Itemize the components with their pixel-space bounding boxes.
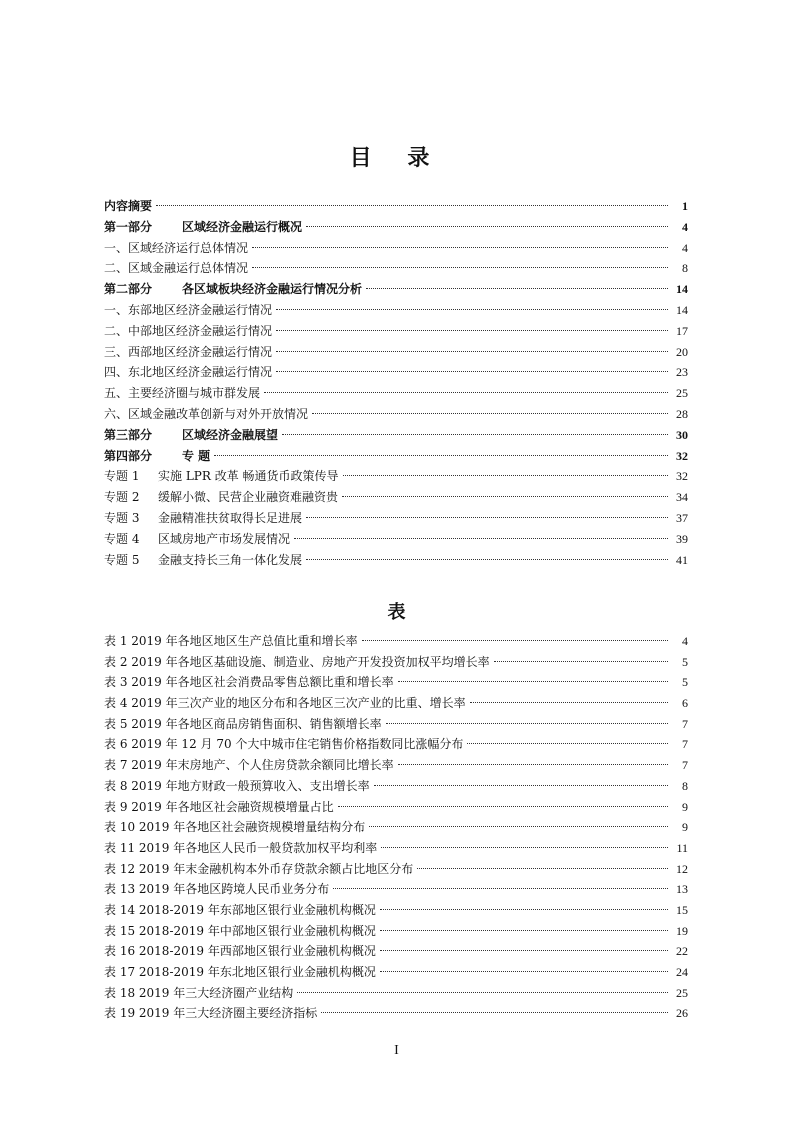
entry-label (104, 714, 382, 735)
dot-leader (321, 1012, 668, 1013)
table-entry[interactable] (104, 672, 688, 693)
entry-page-number: 15 (676, 902, 688, 917)
table-entry[interactable] (104, 900, 688, 921)
dot-leader (386, 723, 668, 724)
table-entry[interactable] (104, 652, 688, 673)
entry-text: 五、主要经济圈与城市群发展 (104, 386, 261, 401)
tables-list (104, 631, 688, 1024)
entry-text: 表 1 2019 年各地区地区生产总值比重和增长率 (104, 634, 358, 648)
entry-page-number: 4 (682, 634, 688, 648)
dot-leader (343, 475, 668, 476)
entry-text: 表 17 2018-2019 年东北地区银行业金融机构概况 (104, 965, 376, 979)
table-entry[interactable] (104, 859, 688, 880)
entry-text: 专 题 (182, 448, 211, 463)
entry-page-number: 30 (676, 427, 688, 442)
toc-entry[interactable] (104, 508, 688, 529)
table-entry[interactable] (104, 983, 688, 1004)
dot-leader (374, 785, 668, 786)
dot-leader (380, 950, 668, 951)
entry-text: 表 2 2019 年各地区基础设施、制造业、房地产开发投资加权平均增长率 (104, 654, 490, 669)
toc-entry[interactable] (104, 321, 688, 342)
entry-text: 表 13 2019 年各地区跨境人民币业务分布 (104, 882, 330, 897)
toc-entry[interactable] (104, 238, 688, 259)
table-entry[interactable] (104, 921, 688, 942)
entry-text: 区域经济金融运行概况 (182, 219, 303, 234)
entry-label (104, 404, 308, 425)
toc-entry[interactable] (104, 196, 688, 217)
entry-label (104, 362, 272, 383)
page-title: 目 录 (349, 145, 444, 171)
entry-text: 表 8 2019 年地方财政一般预算收入、支出增长率 (104, 778, 370, 793)
entry-text: 区域房地产市场发展情况 (158, 531, 291, 546)
entry-label (104, 776, 370, 797)
dot-leader (467, 743, 668, 744)
entry-page-number: 24 (676, 965, 688, 979)
table-entry[interactable] (104, 962, 688, 983)
entry-text: 一、区域经济运行总体情况 (104, 240, 249, 255)
dot-leader (282, 434, 668, 435)
entry-text: 表 12 2019 年末金融机构本外币存贷款余额占比地区分布 (104, 861, 414, 876)
entry-page-number: 17 (676, 323, 688, 338)
entry-number: 专题 5 (104, 552, 140, 567)
entry-page-number: 14 (676, 302, 688, 317)
dot-leader (294, 538, 668, 539)
dot-leader (156, 205, 668, 206)
dot-leader (276, 371, 668, 372)
dot-leader (252, 247, 668, 248)
entry-label (104, 217, 302, 238)
entry-page-number: 5 (682, 654, 688, 669)
entry-label (104, 859, 413, 880)
table-entry[interactable] (104, 838, 688, 859)
entry-page-number: 32 (676, 469, 688, 484)
entry-text: 表 19 2019 年三大经济圈主要经济指标 (104, 1006, 318, 1021)
entry-label (104, 838, 377, 859)
entry-number: 第一部分 (104, 219, 153, 234)
entry-page-number: 28 (676, 406, 688, 421)
entry-page-number: 8 (682, 261, 688, 276)
entry-text: 表 5 2019 年各地区商品房销售面积、销售额增长率 (104, 716, 382, 731)
entry-number: 专题 4 (104, 531, 140, 546)
entry-page-number: 32 (676, 448, 688, 463)
table-entry[interactable] (104, 714, 688, 735)
entry-label (104, 631, 358, 652)
entry-text: 表 6 2019 年 12 月 70 个大中城市住宅销售价格指数同比涨幅分布 (104, 737, 464, 752)
table-entry[interactable] (104, 631, 688, 652)
dot-leader (380, 971, 668, 972)
dot-leader (297, 992, 668, 993)
entry-text: 六、区域金融改革创新与对外开放情况 (104, 406, 309, 421)
toc-entry[interactable] (104, 279, 688, 300)
entry-text: 各区域板块经济金融运行情况分析 (182, 282, 363, 297)
table-entry[interactable] (104, 734, 688, 755)
entry-number: 第二部分 (104, 282, 153, 297)
entry-text: 表 9 2019 年各地区社会融资规模增量占比 (104, 799, 334, 814)
entry-label (104, 797, 334, 818)
entry-label (104, 529, 290, 550)
entry-label (104, 550, 302, 571)
entry-page-number: 9 (682, 820, 688, 835)
page-number: I (394, 1043, 399, 1058)
entry-page-number: 6 (682, 696, 688, 711)
toc-entry[interactable] (104, 383, 688, 404)
entry-text: 表 15 2018-2019 年中部地区银行业金融机构概况 (104, 923, 376, 938)
entry-page-number: 37 (676, 510, 688, 525)
table-entry[interactable] (104, 776, 688, 797)
entry-text: 金融精准扶贫取得长足进展 (158, 510, 303, 525)
dot-leader (276, 309, 668, 310)
entry-text: 三、西部地区经济金融运行情况 (104, 344, 273, 359)
entry-page-number: 20 (676, 344, 688, 359)
table-entry[interactable] (104, 817, 688, 838)
table-entry[interactable] (104, 797, 688, 818)
dot-leader (338, 806, 668, 807)
toc-entry[interactable] (104, 217, 688, 238)
entry-text: 二、区域金融运行总体情况 (104, 261, 249, 276)
dot-leader (381, 847, 668, 848)
dot-leader (333, 888, 668, 889)
entry-text: 区域经济金融展望 (182, 427, 279, 442)
entry-page-number: 9 (682, 799, 688, 814)
toc-entry[interactable] (104, 487, 688, 508)
table-entry[interactable] (104, 755, 688, 776)
dot-leader (470, 702, 668, 703)
entry-label (104, 900, 376, 921)
entry-text: 四、东北地区经济金融运行情况 (104, 365, 273, 380)
entry-text: 表 3 2019 年各地区社会消费品零售总额比重和增长率 (104, 675, 394, 690)
toc-entry[interactable] (104, 362, 688, 383)
entry-label (104, 1003, 317, 1024)
entry-page-number: 14 (676, 282, 688, 297)
entry-number: 专题 2 (104, 490, 140, 505)
dot-leader (306, 517, 668, 518)
entry-text: 表 16 2018-2019 年西部地区银行业金融机构概况 (104, 944, 376, 959)
entry-page-number: 41 (676, 552, 688, 567)
entry-page-number: 8 (682, 778, 688, 793)
dot-leader (369, 826, 668, 827)
entry-text: 内容摘要 (104, 199, 153, 213)
dot-leader (264, 392, 668, 393)
entry-label (104, 258, 248, 279)
dot-leader (306, 559, 668, 560)
entry-text: 金融支持长三角一体化发展 (158, 552, 303, 567)
entry-number: 专题 3 (104, 510, 140, 525)
entry-label (104, 466, 339, 487)
entry-label (104, 446, 210, 467)
dot-leader (306, 226, 668, 227)
entry-text: 表 10 2019 年各地区社会融资规模增量结构分布 (104, 820, 366, 835)
toc-entry[interactable] (104, 258, 688, 279)
entry-label (104, 300, 272, 321)
entry-label (104, 238, 248, 259)
dot-leader (494, 661, 668, 662)
table-entry[interactable] (104, 1003, 688, 1024)
entry-page-number: 22 (676, 944, 688, 959)
dot-leader (380, 909, 668, 910)
entry-page-number: 11 (676, 840, 688, 855)
entry-number: 第四部分 (104, 448, 153, 463)
entry-label (104, 941, 376, 962)
entry-page-number: 12 (676, 861, 688, 876)
entry-label (104, 279, 362, 300)
entry-number: 专题 1 (104, 469, 140, 484)
entry-label (104, 196, 152, 217)
entry-page-number: 7 (682, 737, 688, 752)
entry-text: 一、东部地区经济金融运行情况 (104, 302, 273, 317)
dot-leader (398, 764, 668, 765)
entry-page-number: 19 (676, 923, 688, 938)
entry-label (104, 487, 338, 508)
dot-leader (366, 288, 668, 289)
toc-entry[interactable] (104, 466, 688, 487)
entry-label (104, 693, 466, 714)
toc-entry[interactable] (104, 300, 688, 321)
dot-leader (252, 267, 668, 268)
entry-label (104, 734, 463, 755)
entry-text: 表 4 2019 年三次产业的地区分布和各地区三次产业的比重、增长率 (104, 696, 466, 711)
toc-entry[interactable] (104, 529, 688, 550)
toc-entry[interactable] (104, 342, 688, 363)
entry-label (104, 921, 376, 942)
tables-heading: 表 (387, 602, 406, 623)
entry-label (104, 755, 394, 776)
entry-label (104, 321, 272, 342)
entry-page-number: 4 (682, 219, 688, 234)
entry-page-number: 25 (676, 985, 688, 1000)
dot-leader (417, 868, 668, 869)
entry-label (104, 817, 365, 838)
entry-text: 表 14 2018-2019 年东部地区银行业金融机构概况 (104, 902, 376, 917)
entry-text: 表 18 2019 年三大经济圈产业结构 (104, 985, 294, 1000)
toc-list (104, 196, 688, 570)
entry-label (104, 672, 394, 693)
toc-entry[interactable] (104, 404, 688, 425)
entry-label (104, 962, 376, 983)
toc-entry[interactable] (104, 446, 688, 467)
dot-leader (276, 330, 668, 331)
entry-label (104, 383, 260, 404)
entry-text: 缓解小微、民营企业融资难融资贵 (158, 490, 339, 505)
entry-label (104, 508, 302, 529)
entry-page-number: 1 (682, 199, 688, 213)
table-entry[interactable] (104, 941, 688, 962)
dot-leader (380, 930, 668, 931)
entry-number: 第三部分 (104, 427, 153, 442)
entry-page-number: 4 (682, 240, 688, 255)
entry-page-number: 7 (682, 758, 688, 773)
entry-label (104, 983, 293, 1004)
toc-entry[interactable] (104, 550, 688, 571)
entry-text: 表 7 2019 年末房地产、个人住房贷款余额同比增长率 (104, 758, 394, 773)
dot-leader (312, 413, 668, 414)
entry-label (104, 342, 272, 363)
table-entry[interactable] (104, 879, 688, 900)
toc-entry[interactable] (104, 425, 688, 446)
dot-leader (398, 681, 668, 682)
dot-leader (362, 640, 668, 641)
dot-leader (342, 496, 668, 497)
entry-page-number: 7 (682, 716, 688, 731)
entry-text: 表 11 2019 年各地区人民币一般贷款加权平均利率 (104, 840, 378, 855)
entry-label (104, 879, 329, 900)
entry-page-number: 23 (676, 365, 688, 380)
entry-page-number: 26 (676, 1006, 688, 1021)
entry-page-number: 34 (676, 490, 688, 505)
entry-text: 实施 LPR 改革 畅通货币政策传导 (158, 469, 339, 484)
dot-leader (214, 455, 668, 456)
entry-label (104, 652, 490, 673)
table-entry[interactable] (104, 693, 688, 714)
dot-leader (276, 351, 668, 352)
entry-page-number: 13 (676, 882, 688, 897)
entry-page-number: 39 (676, 531, 688, 546)
entry-page-number: 25 (676, 386, 688, 401)
entry-text: 二、中部地区经济金融运行情况 (104, 323, 273, 338)
entry-page-number: 5 (682, 675, 688, 690)
entry-label (104, 425, 278, 446)
